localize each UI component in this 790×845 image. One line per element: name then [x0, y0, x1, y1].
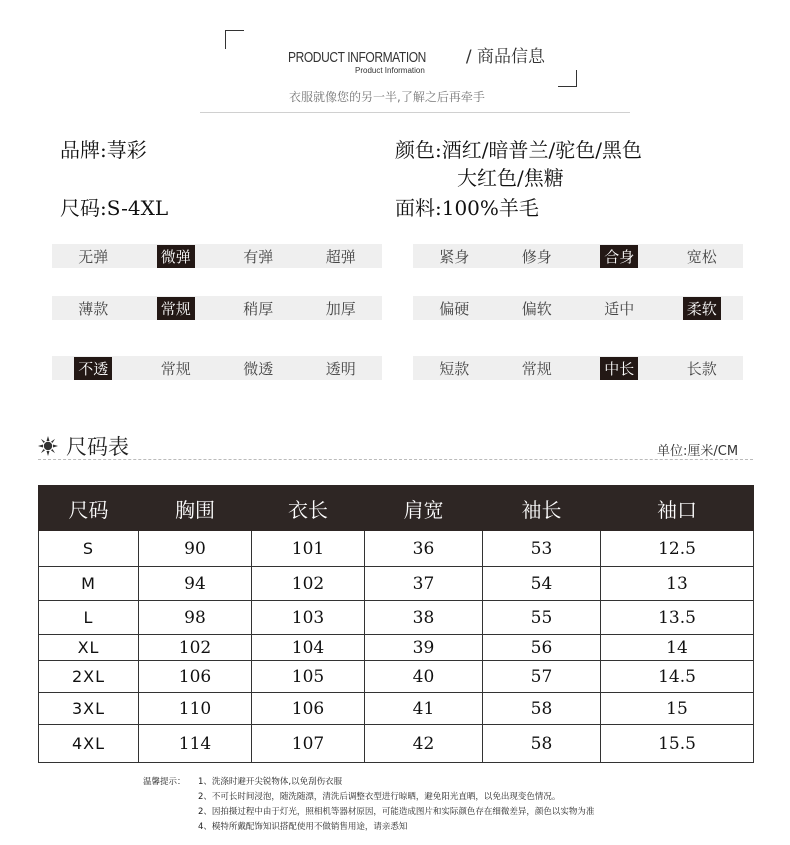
attribute-option-label: 微弹 [157, 245, 195, 268]
size-table [38, 485, 754, 763]
fit-scale [413, 244, 743, 268]
attribute-option-label: 超弹 [325, 247, 356, 266]
tagline: 衣服就像您的另一半,了解之后再牵手 [289, 90, 485, 104]
attribute-option-label: 透明 [325, 359, 356, 378]
attribute-option-label: 常规 [521, 359, 552, 378]
measure-cell: 56 [483, 635, 601, 661]
attribute-option [496, 244, 579, 268]
attribute-option-label: 薄款 [78, 299, 109, 318]
measure-cell: 13.5 [601, 601, 754, 635]
title-english: PRODUCT INFORMATION [288, 49, 426, 66]
attribute-option [496, 296, 579, 320]
attribute-option [300, 244, 383, 268]
table-row [39, 601, 754, 635]
measure-cell: 105 [252, 661, 365, 693]
measure-cell: 107 [252, 725, 365, 763]
attribute-option-label: 短款 [439, 359, 470, 378]
attribute-option [413, 244, 496, 268]
measure-cell: 53 [483, 531, 601, 567]
care-notes [143, 775, 594, 835]
notes-label: 温馨提示： [143, 777, 186, 787]
measure-cell: 57 [483, 661, 601, 693]
size-chart-title: 尺码表 [66, 435, 129, 459]
size-cell: S [39, 531, 139, 567]
size-cell: 4XL [39, 725, 139, 763]
length-scale [413, 356, 743, 380]
measure-cell: 12.5 [601, 531, 754, 567]
color-info-line2: 大红色/焦糖 [457, 166, 564, 190]
transparency-scale [52, 356, 382, 380]
measure-cell: 39 [365, 635, 483, 661]
attribute-option [496, 356, 579, 380]
attribute-option-label: 适中 [604, 299, 635, 318]
attribute-option [413, 356, 496, 380]
table-header-row [39, 486, 754, 531]
dashed-divider [38, 459, 753, 460]
attribute-option-selected [135, 244, 218, 268]
header-cuff: 袖口 [601, 486, 754, 531]
attribute-option-label: 稍厚 [243, 299, 274, 318]
measure-cell: 58 [483, 725, 601, 763]
sun-icon [38, 436, 58, 456]
measure-cell: 101 [252, 531, 365, 567]
header-size: 尺码 [39, 486, 139, 531]
header-shoulder: 肩宽 [365, 486, 483, 531]
measure-cell: 37 [365, 567, 483, 601]
note-item: 2、因拍摄过程中由于灯光，照相机等器材原因，可能造成图片和实际颜色存在细微差异，颜色以实物为准 [198, 807, 595, 817]
measure-cell: 106 [252, 693, 365, 725]
thickness-scale [52, 296, 382, 320]
note-item: 4、模特所戴配饰知识搭配使用不做销售用途，请亲悉知 [198, 822, 408, 832]
measure-cell: 110 [139, 693, 252, 725]
attribute-option [578, 296, 661, 320]
measure-cell: 41 [365, 693, 483, 725]
attribute-option-label: 加厚 [325, 299, 356, 318]
measure-cell: 13 [601, 567, 754, 601]
measure-cell: 38 [365, 601, 483, 635]
measure-cell: 104 [252, 635, 365, 661]
attribute-option-label: 合身 [600, 245, 638, 268]
attribute-option [661, 356, 744, 380]
size-cell: M [39, 567, 139, 601]
attribute-option [413, 296, 496, 320]
attribute-option-selected [135, 296, 218, 320]
attribute-option-label: 无弹 [78, 247, 109, 266]
attribute-option [217, 244, 300, 268]
table-row [39, 693, 754, 725]
attribute-option-label: 常规 [157, 297, 195, 320]
header-chest: 胸围 [139, 486, 252, 531]
header-divider [200, 112, 630, 113]
measure-cell: 42 [365, 725, 483, 763]
measure-cell: 54 [483, 567, 601, 601]
attribute-option-selected [52, 356, 135, 380]
softness-scale [413, 296, 743, 320]
note-item: 2、不可长时间浸泡，随洗随漂，清洗后调整衣型进行晾晒，避免阳光直晒，以免出现变色情况。 [198, 792, 561, 802]
title-separator: / [460, 47, 477, 67]
size-cell: L [39, 601, 139, 635]
attribute-option-label: 偏硬 [439, 299, 470, 318]
attribute-option [135, 356, 218, 380]
size-cell: XL [39, 635, 139, 661]
attribute-option-label: 中长 [600, 357, 638, 380]
attribute-option-label: 有弹 [243, 247, 274, 266]
header-sleeve: 袖长 [483, 486, 601, 531]
measure-cell: 14.5 [601, 661, 754, 693]
attribute-option [300, 356, 383, 380]
table-row [39, 635, 754, 661]
attribute-option-label: 不透 [74, 357, 112, 380]
color-info-line1: 颜色:酒红/暗普兰/驼色/黑色 [395, 138, 642, 162]
size-range-info: 尺码:S-4XL [60, 196, 169, 220]
attribute-option-label: 紧身 [439, 247, 470, 266]
size-cell: 3XL [39, 693, 139, 725]
measure-cell: 90 [139, 531, 252, 567]
attribute-option [52, 244, 135, 268]
measure-cell: 15.5 [601, 725, 754, 763]
measure-cell: 55 [483, 601, 601, 635]
attribute-option-selected [578, 356, 661, 380]
measure-cell: 14 [601, 635, 754, 661]
attribute-option [52, 296, 135, 320]
brand-info: 品牌:荨彩 [60, 138, 147, 162]
size-cell: 2XL [39, 661, 139, 693]
measure-cell: 40 [365, 661, 483, 693]
measure-cell: 15 [601, 693, 754, 725]
measure-cell: 106 [139, 661, 252, 693]
attribute-option [217, 356, 300, 380]
table-row [39, 661, 754, 693]
measure-cell: 58 [483, 693, 601, 725]
corner-decoration-top-left [225, 30, 244, 49]
attribute-option [217, 296, 300, 320]
page-title [288, 42, 545, 67]
title-chinese: 商品信息 [477, 47, 545, 67]
measure-cell: 102 [139, 635, 252, 661]
page-subtitle: Product Information [355, 66, 425, 75]
measure-cell: 98 [139, 601, 252, 635]
attribute-option-label: 偏软 [521, 299, 552, 318]
attribute-option-selected [661, 296, 744, 320]
measure-cell: 103 [252, 601, 365, 635]
material-info: 面料:100%羊毛 [395, 196, 539, 220]
measure-cell: 114 [139, 725, 252, 763]
attribute-option [661, 244, 744, 268]
attribute-option-label: 常规 [160, 359, 191, 378]
attribute-option-label: 微透 [243, 359, 274, 378]
unit-label: 单位:厘米/CM [657, 444, 739, 459]
attribute-option [300, 296, 383, 320]
measure-cell: 102 [252, 567, 365, 601]
attribute-option-label: 长款 [686, 359, 717, 378]
note-item: 1、洗涤时避开尖锐物体,以免刮伤衣服 [198, 777, 343, 787]
corner-decoration-bottom-right [558, 70, 577, 87]
table-row [39, 531, 754, 567]
elasticity-scale [52, 244, 382, 268]
attribute-option-label: 宽松 [686, 247, 717, 266]
header-length: 衣长 [252, 486, 365, 531]
table-row [39, 725, 754, 763]
measure-cell: 36 [365, 531, 483, 567]
attribute-option-label: 修身 [521, 247, 552, 266]
attribute-option-label: 柔软 [683, 297, 721, 320]
measure-cell: 94 [139, 567, 252, 601]
attribute-option-selected [578, 244, 661, 268]
table-row [39, 567, 754, 601]
